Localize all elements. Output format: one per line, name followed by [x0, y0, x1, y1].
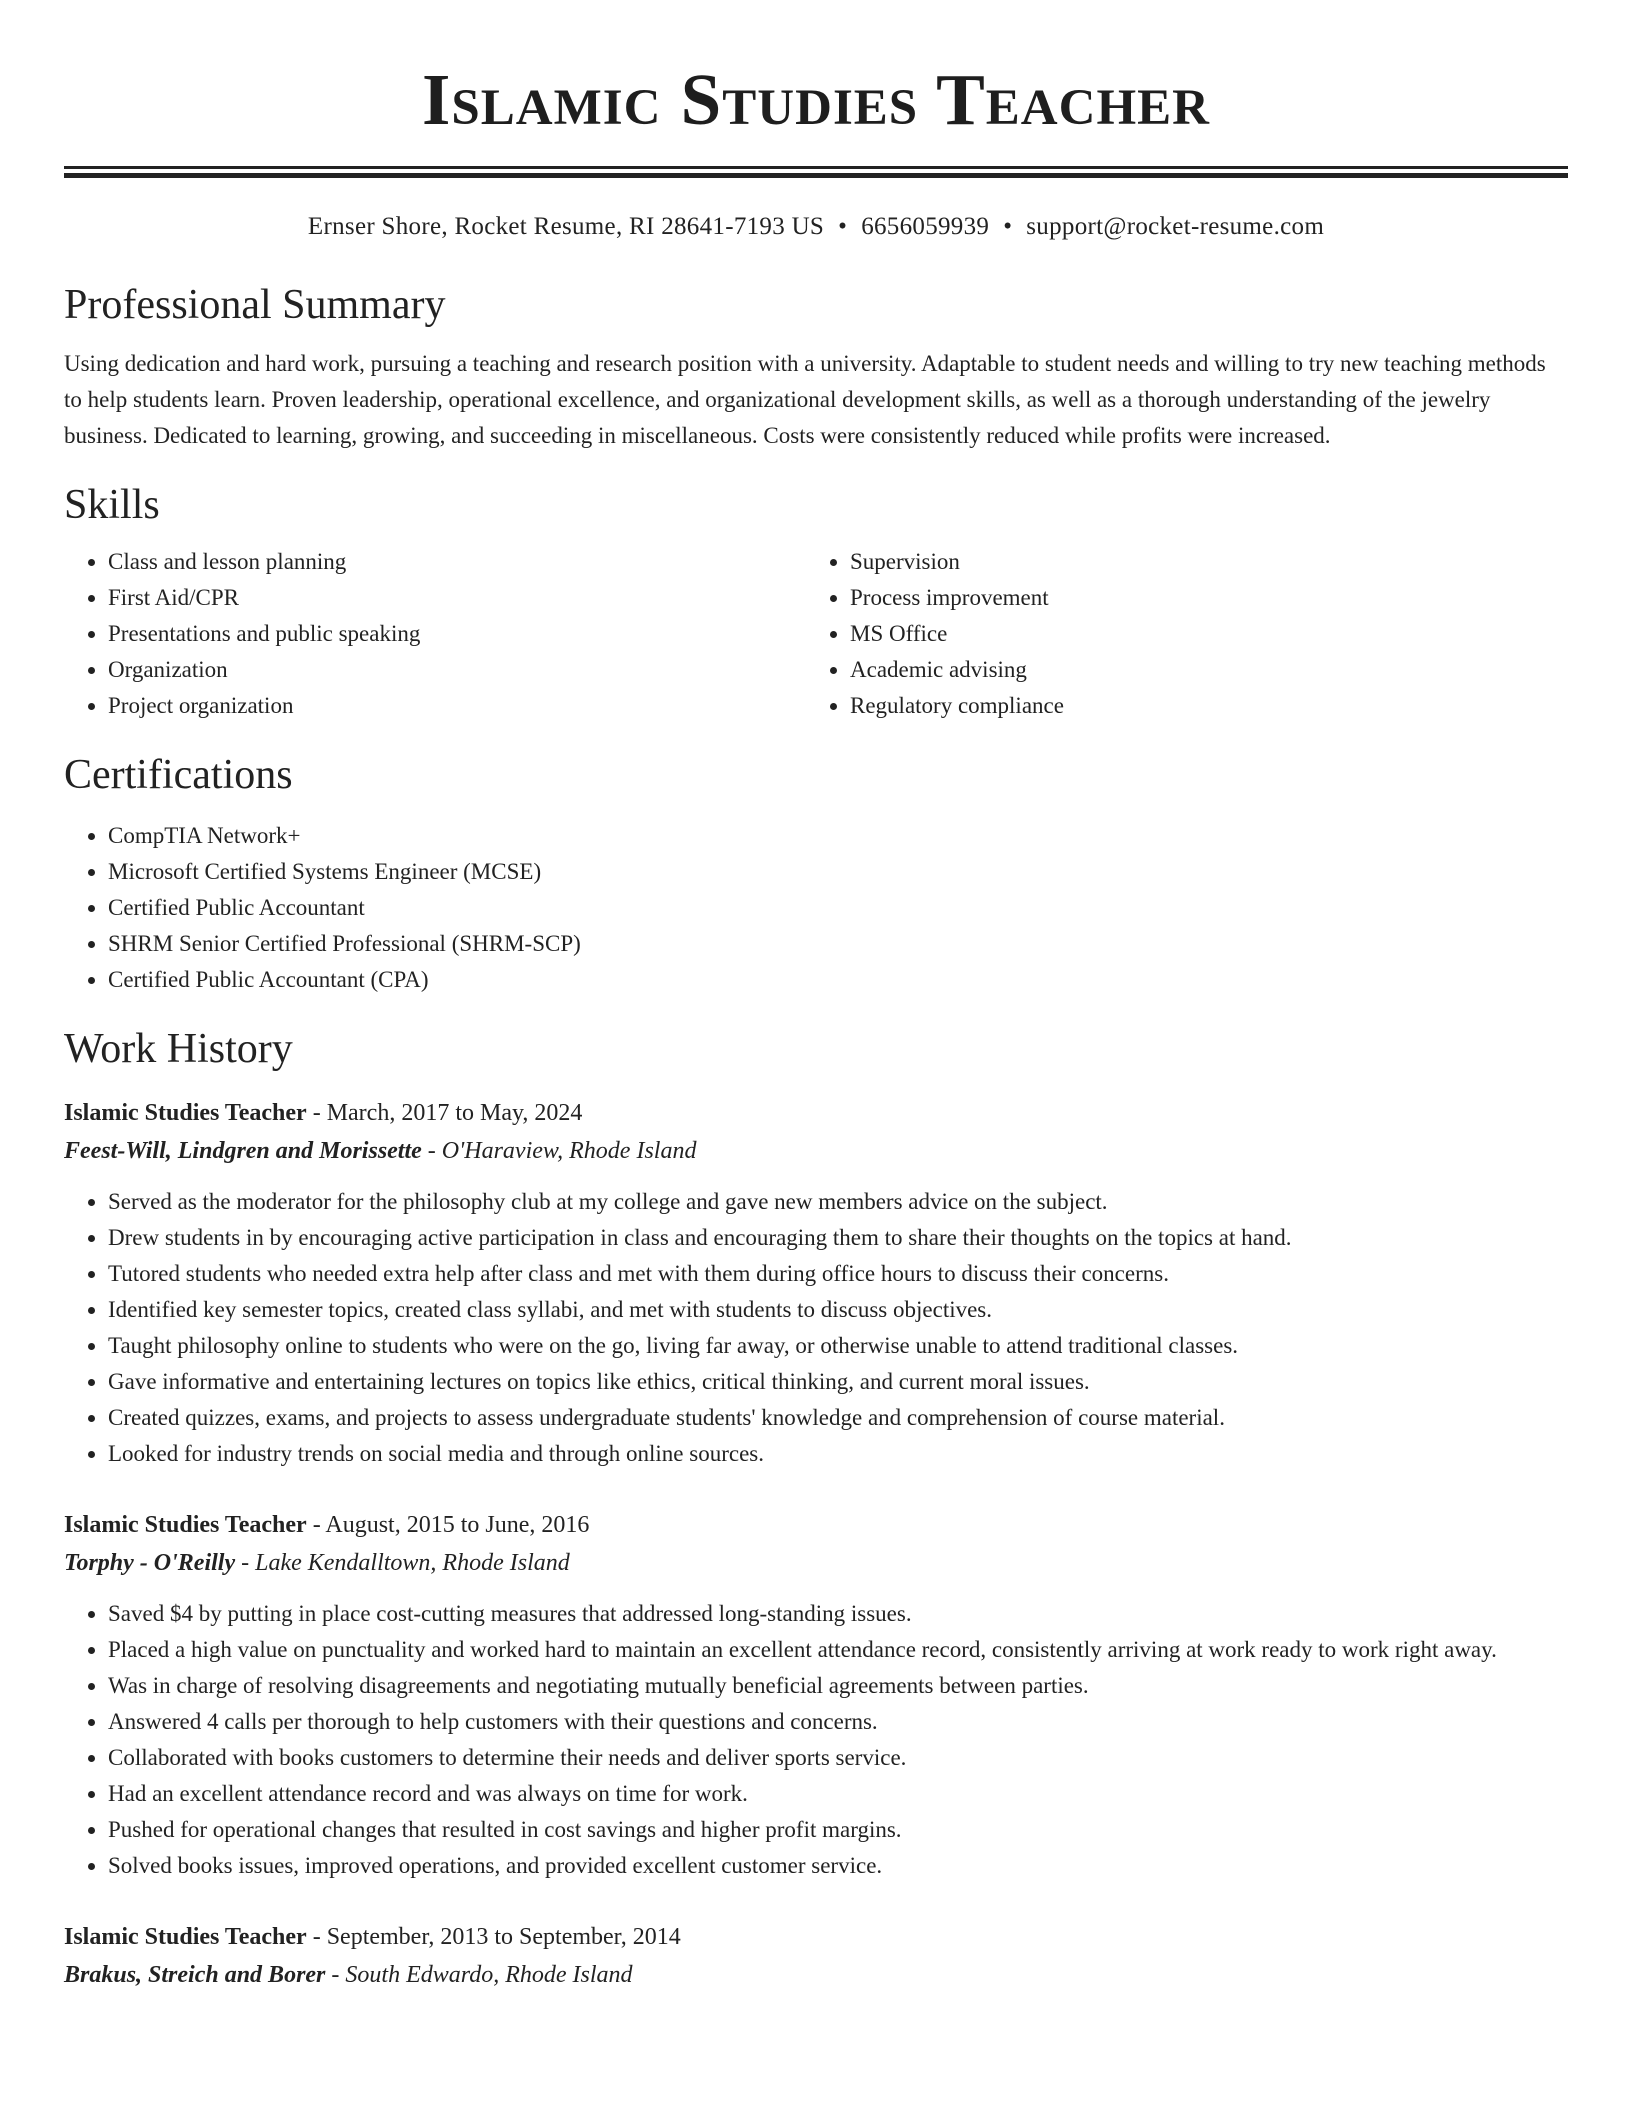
job-bullets: [64, 1596, 1568, 1884]
job-bullet: • Tutored students who needed extra help after class and met with them during office hours to discuss their concerns.: [108, 1256, 1568, 1292]
certifications-list: [64, 818, 1568, 998]
job-dates: August, 2015 to June, 2016: [325, 1512, 590, 1538]
skill-item: • Regulatory compliance: [850, 688, 1548, 724]
certification-item: • Certified Public Accountant (CPA): [108, 962, 1568, 998]
certification-item: • SHRM Senior Certified Professional (SHRM-SCP): [108, 926, 1568, 962]
job-company: Torphy - O'Reilly: [64, 1550, 236, 1576]
certification-item: • Microsoft Certified Systems Engineer (MCSE): [108, 854, 1568, 890]
job-dash: -: [421, 1138, 442, 1164]
job-location: O'Haraview, Rhode Island: [441, 1138, 697, 1164]
title-double-rule: [64, 166, 1568, 178]
summary-heading: Professional Summary: [64, 282, 446, 328]
job-bullets: [64, 1184, 1568, 1472]
skill-item: • Class and lesson planning: [108, 544, 806, 580]
skill-item: • Process improvement: [850, 580, 1548, 616]
skill-item: • Academic advising: [850, 652, 1548, 688]
contact-email: support@rocket-resume.com: [1026, 213, 1325, 240]
job-bullet: • Collaborated with books customers to determine their needs and deliver sports service.: [108, 1740, 1568, 1776]
job-company-line: [64, 1544, 1568, 1582]
job-bullet: • Had an excellent attendance record and was always on time for work.: [108, 1776, 1568, 1812]
job-title-line: [64, 1506, 1568, 1544]
job-bullet: • Identified key semester topics, created class syllabi, and met with students to discuss objectives.: [108, 1292, 1568, 1328]
contact-separator: •: [1003, 213, 1013, 240]
skill-item: • Project organization: [108, 688, 806, 724]
job-title-line: [64, 1918, 1568, 1956]
skills-list-right: [806, 544, 1548, 724]
job-company-line: [64, 1132, 1568, 1170]
job-title-line: [64, 1094, 1568, 1132]
skill-item: • Presentations and public speaking: [108, 616, 806, 652]
job-bullet: • Was in charge of resolving disagreements and negotiating mutually beneficial agreements between parties.: [108, 1668, 1568, 1704]
certifications-heading: Certifications: [64, 752, 293, 798]
skills-columns: [64, 544, 1568, 724]
certification-item: • CompTIA Network+: [108, 818, 1568, 854]
job-entry: [64, 1094, 1568, 1472]
job-dash: -: [235, 1550, 256, 1576]
summary-text: Using dedication and hard work, pursuing a teaching and research position with a university. Adaptable to student needs and willing to try new teaching methods to help students learn. Proven leadership, operational excellence, and organizational development skills, as well as a thorough understanding of the jewelry business. Dedicated to learning, growing, and succeeding in miscellaneous. Costs were consistently reduced while profits were increased.: [64, 351, 1546, 448]
skills-heading: Skills: [64, 482, 160, 528]
skill-item: • MS Office: [850, 616, 1548, 652]
skill-item: • Supervision: [850, 544, 1548, 580]
skills-list-left: [64, 544, 806, 724]
job-dash: -: [306, 1924, 327, 1950]
job-bullet: • Taught philosophy online to students who were on the go, living far away, or otherwise unable to attend traditional classes.: [108, 1328, 1568, 1364]
job-location: Lake Kendalltown, Rhode Island: [255, 1550, 570, 1576]
job-dash: -: [306, 1100, 327, 1126]
resume-title: Islamic Studies Teacher: [421, 59, 1210, 140]
job-dates: September, 2013 to September, 2014: [326, 1924, 681, 1950]
job-bullet: • Created quizzes, exams, and projects to assess undergraduate students' knowledge and comprehension of course material.: [108, 1400, 1568, 1436]
job-dates: March, 2017 to May, 2024: [326, 1100, 583, 1126]
skill-item: • First Aid/CPR: [108, 580, 806, 616]
job-company: Brakus, Streich and Borer: [64, 1962, 326, 1988]
job-dash: -: [306, 1512, 326, 1538]
job-location: South Edwardo, Rhode Island: [345, 1962, 633, 1988]
job-title: Islamic Studies Teacher: [64, 1924, 307, 1950]
job-title: Islamic Studies Teacher: [64, 1100, 307, 1126]
contact-phone: 6656059939: [861, 213, 990, 240]
job-bullet: • Served as the moderator for the philosophy club at my college and gave new members advice on the subject.: [108, 1184, 1568, 1220]
job-bullet: • Gave informative and entertaining lectures on topics like ethics, critical thinking, and current moral issues.: [108, 1364, 1568, 1400]
job-bullet: • Placed a high value on punctuality and worked hard to maintain an excellent attendance record, consistently arriving at work ready to work right away.: [108, 1632, 1568, 1668]
work-history-heading: Work History: [64, 1026, 293, 1072]
job-title: Islamic Studies Teacher: [64, 1512, 307, 1538]
job-dash: -: [325, 1962, 346, 1988]
job-bullet: • Pushed for operational changes that resulted in cost savings and higher profit margins.: [108, 1812, 1568, 1848]
job-bullet: • Answered 4 calls per thorough to help customers with their questions and concerns.: [108, 1704, 1568, 1740]
contact-line: [64, 212, 1568, 242]
job-entry: [64, 1918, 1568, 1994]
job-company-line: [64, 1956, 1568, 1994]
certification-item: • Certified Public Accountant: [108, 890, 1568, 926]
job-entry: [64, 1506, 1568, 1884]
contact-separator: •: [838, 213, 848, 240]
job-bullet: • Solved books issues, improved operations, and provided excellent customer service.: [108, 1848, 1568, 1884]
job-company: Feest-Will, Lindgren and Morissette: [64, 1138, 422, 1164]
contact-address: Ernser Shore, Rocket Resume, RI 28641-7193 US: [307, 213, 825, 240]
job-bullet: • Looked for industry trends on social media and through online sources.: [108, 1436, 1568, 1472]
skill-item: • Organization: [108, 652, 806, 688]
job-bullet: • Saved $4 by putting in place cost-cutting measures that addressed long-standing issues.: [108, 1596, 1568, 1632]
job-bullet: • Drew students in by encouraging active participation in class and encouraging them to share their thoughts on the topics at hand.: [108, 1220, 1568, 1256]
